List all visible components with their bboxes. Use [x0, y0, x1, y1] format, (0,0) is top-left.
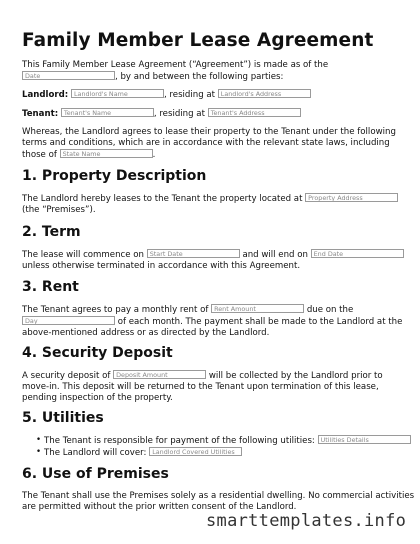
section-3-prefix: The Tenant agrees to pay a monthly rent of — [22, 305, 209, 315]
whereas-line-1: Whereas, the Landlord agrees to lease their property to the Tenant under the following — [22, 127, 396, 137]
section-4-heading: 4. Security Deposit — [22, 345, 173, 361]
section-4-prefix: A security deposit of — [22, 371, 111, 381]
landlord-residing-text: , residing at — [163, 90, 216, 100]
section-6-line-2: are permitted without the prior written consent of the Landlord. — [22, 502, 297, 512]
section-2-middle: and will end on — [242, 250, 308, 260]
utilities-list — [36, 435, 411, 459]
section-3-line-3: above-mentioned address or as directed by the Landlord. — [22, 328, 270, 338]
date-field[interactable]: Date — [22, 71, 115, 80]
section-2-line-1 — [22, 249, 404, 261]
end-date-field[interactable]: End Date — [311, 249, 404, 258]
section-3-body — [22, 304, 402, 339]
section-2-prefix: The lease will commence on — [22, 250, 144, 260]
whereas-line-3-suffix: . — [152, 150, 156, 160]
section-1-heading: 1. Property Description — [22, 168, 207, 184]
tenant-residing-text: , residing at — [153, 109, 205, 119]
section-3-line-2 — [22, 316, 402, 328]
start-date-field[interactable]: Start Date — [147, 249, 240, 258]
section-4-body — [22, 370, 383, 404]
whereas-line-3 — [22, 149, 396, 161]
section-3-suffix: due on the — [306, 305, 354, 315]
section-4-line-3: pending inspection of the property. — [22, 393, 173, 403]
state-name-field[interactable]: State Name — [60, 149, 153, 158]
whereas-line-3-prefix: those of — [22, 150, 57, 160]
section-1-line-1 — [22, 193, 398, 205]
landlord-row — [22, 89, 311, 101]
tenant-name-field[interactable]: Tenant's Name — [61, 108, 154, 117]
section-1-line-1-text: The Landlord hereby leases to the Tenant the property located at — [22, 194, 303, 204]
rent-amount-field[interactable]: Rent Amount — [211, 304, 304, 313]
utilities-item-1-text: The Tenant is responsible for payment of the following utilities: — [44, 436, 315, 446]
utilities-item-2-text: The Landlord will cover: — [44, 448, 147, 458]
intro-line-2-suffix: , by and between the following parties: — [115, 72, 284, 82]
document-title: Family Member Lease Agreement — [22, 30, 374, 51]
whereas-paragraph — [22, 127, 396, 161]
landlord-name-field[interactable]: Landlord's Name — [71, 89, 164, 98]
section-5-heading: 5. Utilities — [22, 410, 104, 426]
utilities-details-field[interactable]: Utilities Details — [318, 435, 411, 444]
section-2-line-2: unless otherwise terminated in accordance with this Agreement. — [22, 261, 301, 271]
tenant-row — [22, 108, 301, 120]
landlord-label: Landlord: — [22, 90, 69, 100]
utilities-item-landlord — [36, 447, 411, 459]
section-1-body — [22, 193, 398, 216]
section-1-line-2: (the “Premises”). — [22, 205, 96, 215]
rent-day-field[interactable]: Day — [22, 316, 115, 325]
deposit-amount-field[interactable]: Deposit Amount — [113, 370, 206, 379]
intro-line-2 — [22, 71, 328, 83]
section-3-line-2-text: of each month. The payment shall be made to the Landlord at the — [117, 317, 403, 327]
utilities-item-tenant — [36, 435, 411, 447]
section-4-line-2: move-in. This deposit will be returned to the Tenant upon termination of this lease, — [22, 382, 379, 392]
section-2-heading: 2. Term — [22, 224, 81, 240]
whereas-line-2: terms and conditions, which are in accordance with the relevant state laws, including — [22, 138, 390, 148]
section-6-heading: 6. Use of Premises — [22, 466, 169, 482]
intro-line-1: This Family Member Lease Agreement (“Agreement”) is made as of the — [22, 60, 329, 70]
section-3-line-1 — [22, 304, 402, 316]
intro-paragraph — [22, 60, 328, 83]
section-4-suffix: will be collected by the Landlord prior to — [208, 371, 383, 381]
section-6-body — [22, 491, 414, 513]
section-2-body — [22, 249, 404, 272]
tenant-label: Tenant: — [22, 109, 59, 119]
section-5-body — [36, 435, 411, 459]
watermark: smarttemplates.info — [206, 511, 407, 531]
section-4-line-1 — [22, 370, 383, 382]
tenant-address-field[interactable]: Tenant's Address — [208, 108, 301, 117]
landlord-utilities-field[interactable]: Landlord Covered Utilities — [149, 447, 242, 456]
landlord-address-field[interactable]: Landlord's Address — [218, 89, 311, 98]
section-3-heading: 3. Rent — [22, 279, 79, 295]
property-address-field[interactable]: Property Address — [305, 193, 398, 202]
section-6-line-1: The Tenant shall use the Premises solely as a residential dwelling. No commercial activities — [22, 491, 415, 501]
